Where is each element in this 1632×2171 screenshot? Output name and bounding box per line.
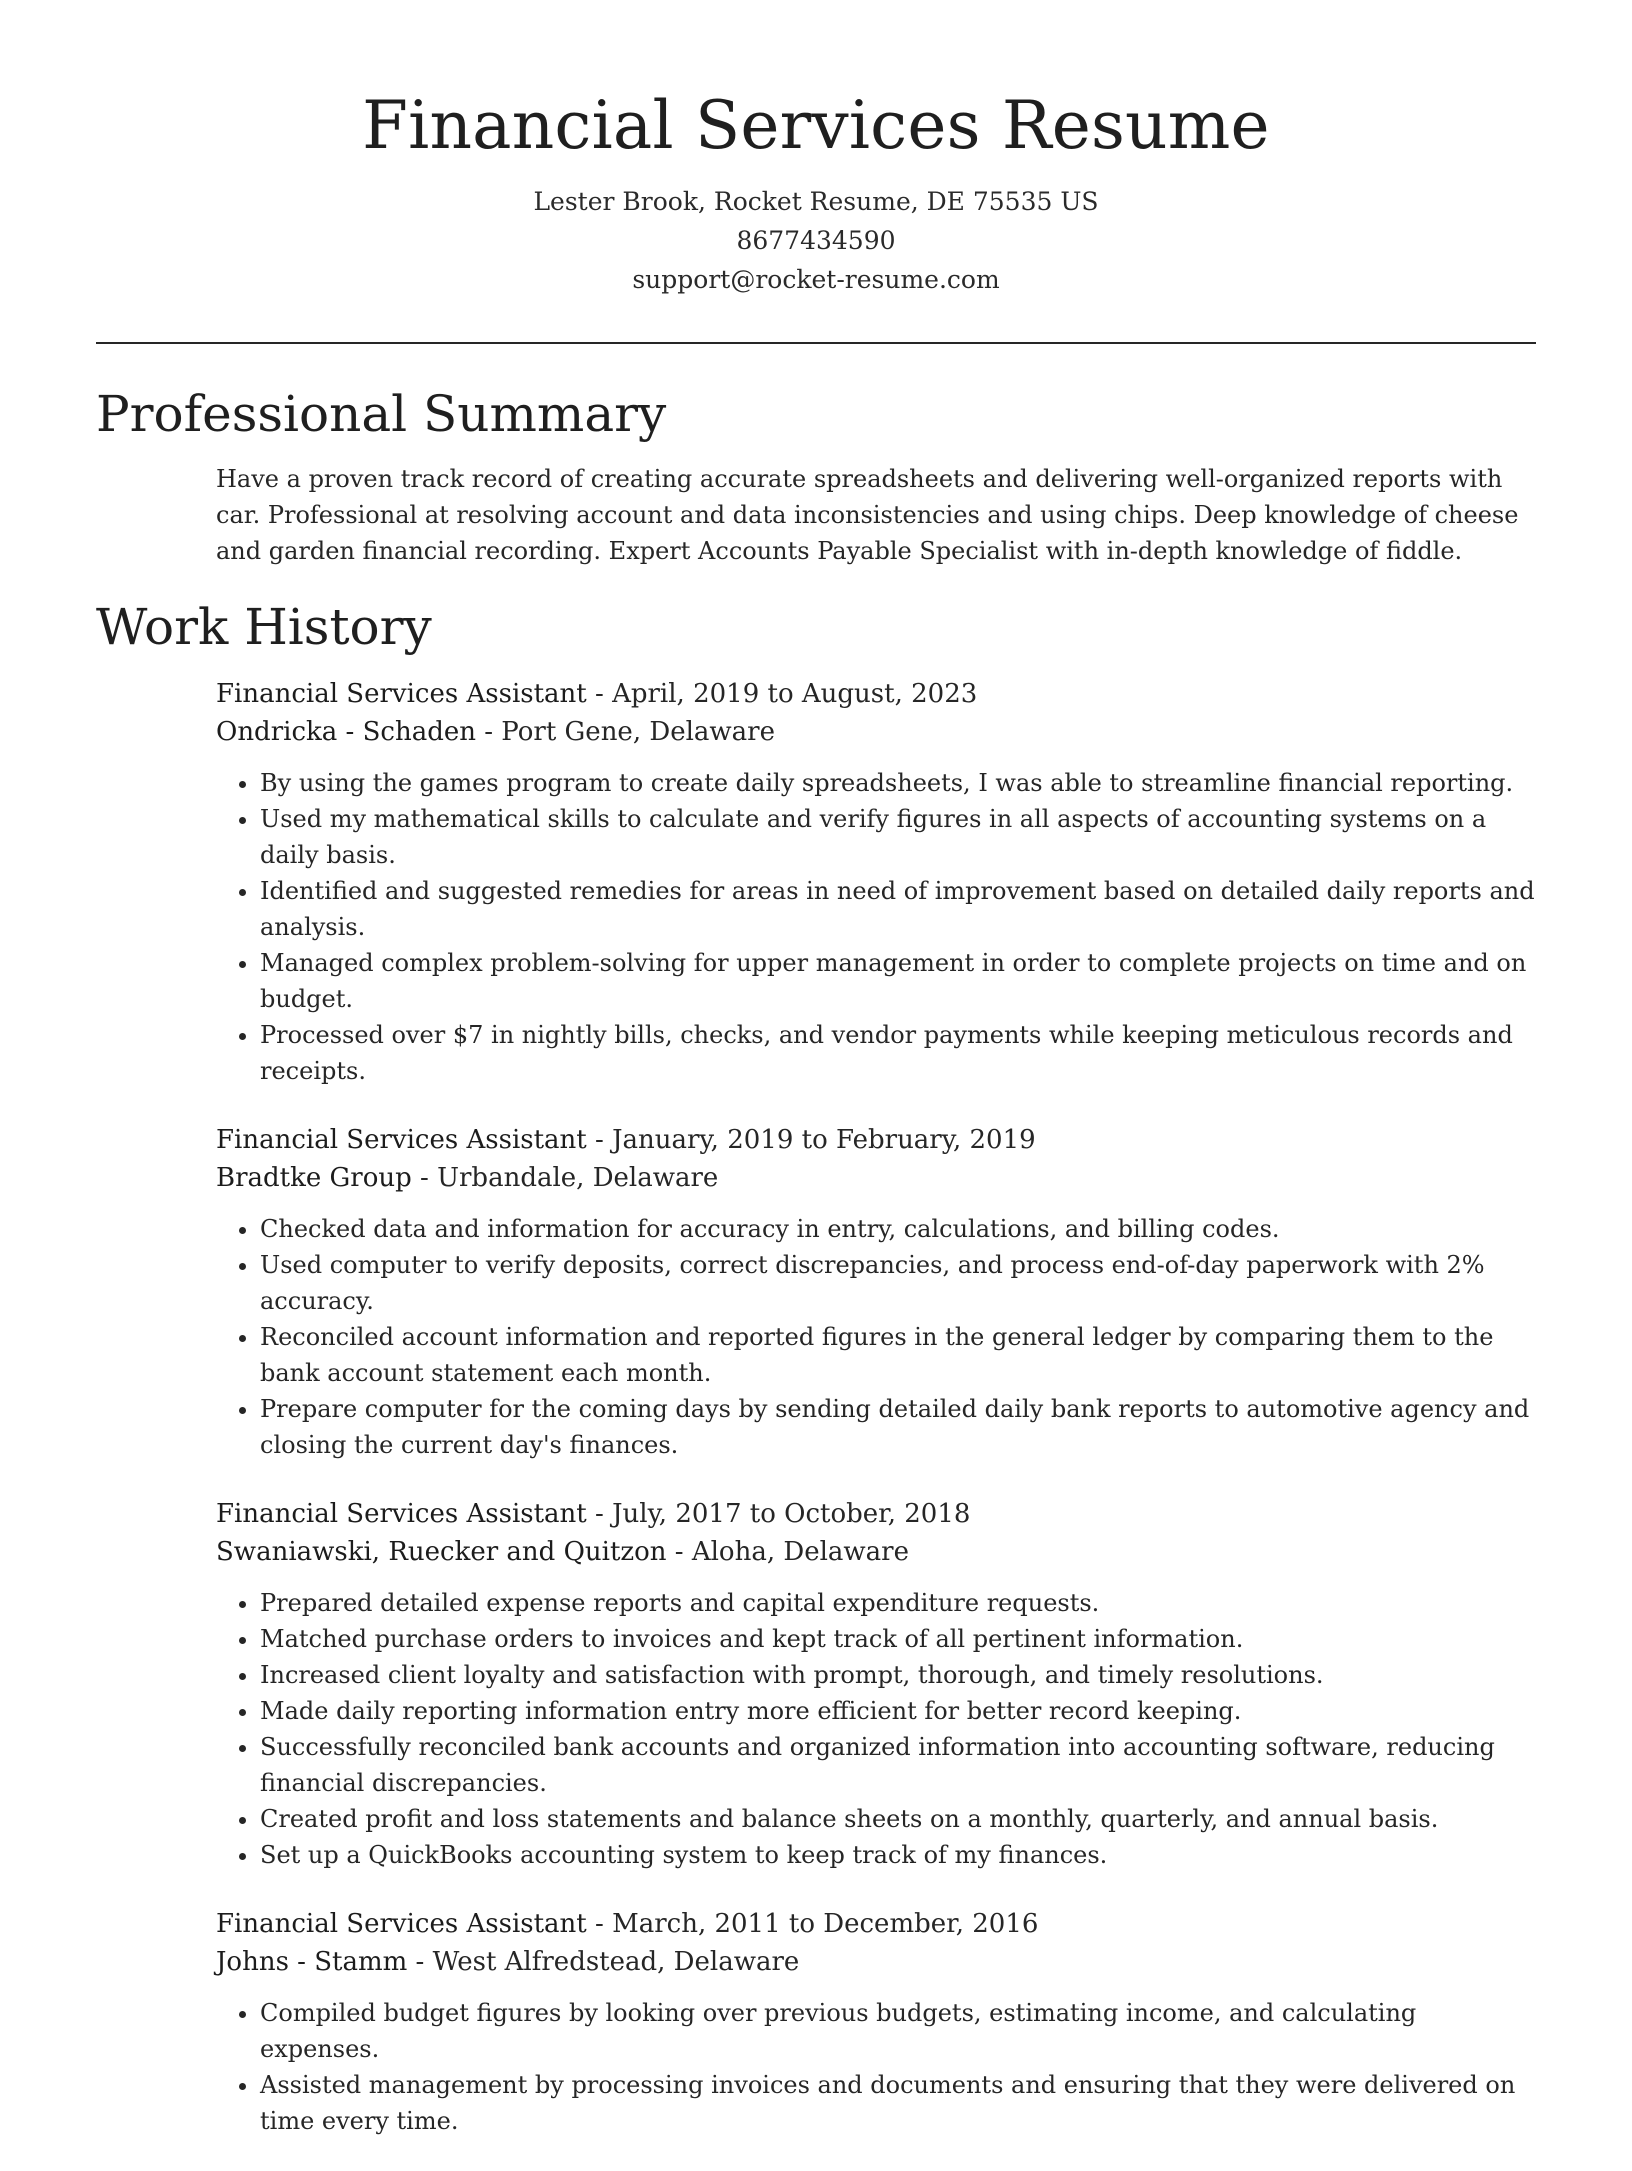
job-company: Johns - Stamm (216, 1947, 408, 1977)
job-bullet: • Used computer to verify deposits, correct discrepancies, and process end-of-day paperwork with 2% accuracy. (260, 1247, 1536, 1319)
job-title-line (216, 1121, 1536, 1159)
job-responsibilities (216, 765, 1536, 1089)
contact-phone: 8677434590 (736, 226, 896, 255)
job-bullet: • Assisted management by processing invoices and documents and ensuring that they were delivered on time every time. (260, 2067, 1536, 2139)
job-entry (216, 1495, 1536, 1873)
job-title: Financial Services Assistant (216, 679, 587, 709)
job-company-line (216, 1533, 1536, 1571)
job-entry (216, 1905, 1536, 2139)
job-company: Swaniawski, Ruecker and Quitzon (216, 1537, 667, 1567)
job-responsibilities (216, 1211, 1536, 1463)
job-title-line (216, 1495, 1536, 1533)
job-location: - Aloha, Delaware (666, 1537, 909, 1567)
job-bullet: • Prepared detailed expense reports and capital expenditure requests. (260, 1585, 1536, 1621)
job-bullet: • Successfully reconciled bank accounts and organized information into accounting software, reducing financial discrepancies. (260, 1729, 1536, 1801)
job-location: - Port Gene, Delaware (475, 717, 775, 747)
job-bullet: • Increased client loyalty and satisfaction with prompt, thorough, and timely resolutions. (260, 1657, 1536, 1693)
job-company-line (216, 1943, 1536, 1981)
job-title: Financial Services Assistant (216, 1125, 587, 1155)
work-history-list (216, 675, 1536, 2171)
document-title: Financial Services Resume (362, 87, 1270, 164)
job-company: Ondricka - Schaden (216, 717, 476, 747)
contact-email: support@rocket-resume.com (632, 265, 1000, 294)
job-bullet: • Compiled budget figures by looking over previous budgets, estimating income, and calculating expenses. (260, 1995, 1536, 2067)
job-date-range: - April, 2019 to August, 2023 (586, 679, 978, 709)
job-bullet: • Used my mathematical skills to calculate and verify figures in all aspects of accounting systems on a daily basis. (260, 801, 1536, 873)
job-bullet: • Reconciled account information and reported figures in the general ledger by comparing them to the bank account statement each month. (260, 1319, 1536, 1391)
job-date-range: - July, 2017 to October, 2018 (586, 1499, 971, 1529)
job-date-range: - March, 2011 to December, 2016 (586, 1909, 1039, 1939)
job-responsibilities (216, 1995, 1536, 2139)
professional-summary-text: Have a proven track record of creating accurate spreadsheets and delivering well-organized reports with car. Professional at resolving account and data inconsistencies and using chips. Deep knowledge of cheese and garden financial recording. Expert Accounts Payable Specialist with in-depth knowledge of fiddle. (216, 465, 1519, 565)
job-title-line (216, 675, 1536, 713)
job-bullet: • Checked data and information for accuracy in entry, calculations, and billing codes. (260, 1211, 1536, 1247)
job-responsibilities (216, 1585, 1536, 1873)
job-location: - Urbandale, Delaware (411, 1163, 719, 1193)
job-bullet: • Identified and suggested remedies for areas in need of improvement based on detailed daily reports and analysis. (260, 873, 1536, 945)
header-divider (96, 342, 1536, 344)
contact-block (96, 182, 1536, 299)
job-company: Bradtke Group (216, 1163, 412, 1193)
job-bullet: • Created profit and loss statements and balance sheets on a monthly, quarterly, and annual basis. (260, 1801, 1536, 1837)
job-company-line (216, 1159, 1536, 1197)
job-bullet: • Set up a QuickBooks accounting system to keep track of my finances. (260, 1837, 1536, 1873)
job-bullet: • Prepare computer for the coming days by sending detailed daily bank reports to automotive agency and closing the current day's finances. (260, 1391, 1536, 1463)
job-location: - West Alfredstead, Delaware (407, 1947, 800, 1977)
job-entry (216, 1121, 1536, 1463)
job-date-range: - January, 2019 to February, 2019 (586, 1125, 1036, 1155)
resume-header (96, 82, 1536, 299)
work-history-heading: Work History (96, 598, 432, 656)
job-bullet: • Made daily reporting information entry more efficient for better record keeping. (260, 1693, 1536, 1729)
job-bullet: • Managed complex problem-solving for upper management in order to complete projects on time and on budget. (260, 945, 1536, 1017)
job-title: Financial Services Assistant (216, 1909, 587, 1939)
job-company-line (216, 713, 1536, 751)
professional-summary-heading: Professional Summary (96, 385, 667, 443)
job-bullet: • Processed over $7 in nightly bills, checks, and vendor payments while keeping meticulous records and receipts. (260, 1017, 1536, 1089)
job-entry (216, 675, 1536, 1089)
job-title: Financial Services Assistant (216, 1499, 587, 1529)
job-bullet: • By using the games program to create daily spreadsheets, I was able to streamline financial reporting. (260, 765, 1536, 801)
contact-address: Lester Brook, Rocket Resume, DE 75535 US (533, 187, 1099, 216)
job-title-line (216, 1905, 1536, 1943)
job-bullet: • Matched purchase orders to invoices and kept track of all pertinent information. (260, 1621, 1536, 1657)
